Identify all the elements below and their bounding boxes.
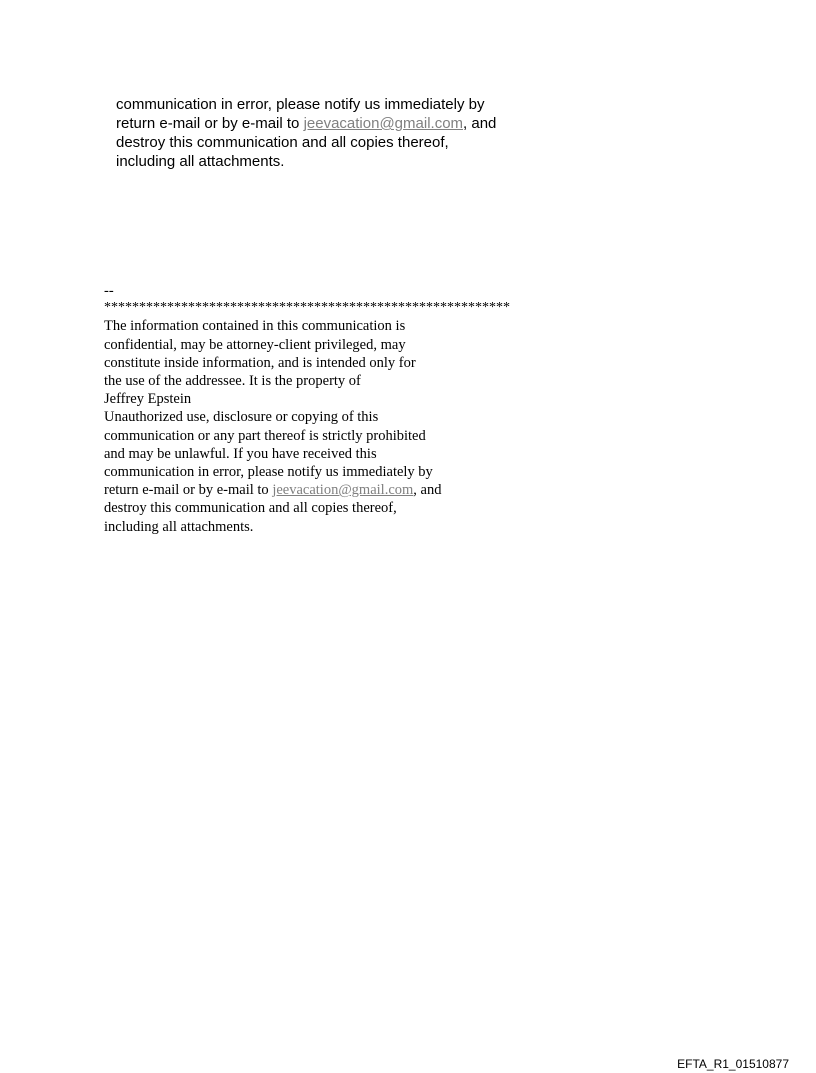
disclaimer-line: communication or any part thereof is strictly prohibited bbox=[104, 427, 426, 444]
email-signature-disclaimer bbox=[104, 282, 584, 536]
disclaimer-text: return e-mail or by e-mail to bbox=[104, 482, 273, 499]
disclaimer-line: destroy this communication and all copies thereof, bbox=[104, 500, 397, 517]
disclaimer-line: and may be unlawful. If you have received this bbox=[104, 445, 377, 462]
disclaimer-line: including all attachments. bbox=[104, 518, 254, 535]
disclaimer-line: Jeffrey Epstein bbox=[104, 391, 192, 408]
email-link[interactable]: jeevacation@gmail.com bbox=[303, 115, 464, 132]
disclaimer-line: constitute inside information, and is intended only for bbox=[104, 354, 416, 371]
disclaimer-line: The information contained in this communication is bbox=[104, 318, 406, 335]
disclaimer-line: confidential, may be attorney-client privileged, may bbox=[104, 336, 406, 353]
quoted-notice-line: destroy this communication and all copies thereof, bbox=[116, 134, 449, 151]
quoted-notice-text: , and bbox=[463, 115, 497, 132]
disclaimer-line: communication in error, please notify us immediately by bbox=[104, 464, 433, 481]
quoted-confidentiality-notice bbox=[116, 95, 576, 171]
signature-separator: -- bbox=[104, 283, 114, 299]
signature-star-rule: ********************************************************** bbox=[104, 300, 510, 316]
disclaimer-line bbox=[104, 481, 584, 499]
disclaimer-line: Unauthorized use, disclosure or copying of this bbox=[104, 409, 379, 426]
disclaimer-text: , and bbox=[413, 482, 442, 499]
quoted-notice-line: including all attachments. bbox=[116, 153, 285, 170]
quoted-notice-text: return e-mail or by e-mail to bbox=[116, 115, 304, 132]
document-id-footer: EFTA_R1_01510877 bbox=[677, 1057, 789, 1071]
quoted-notice-line: communication in error, please notify us immediately by bbox=[116, 96, 485, 113]
disclaimer-line: the use of the addressee. It is the property of bbox=[104, 373, 361, 390]
quoted-notice-line bbox=[116, 114, 576, 133]
email-link[interactable]: jeevacation@gmail.com bbox=[272, 482, 414, 499]
